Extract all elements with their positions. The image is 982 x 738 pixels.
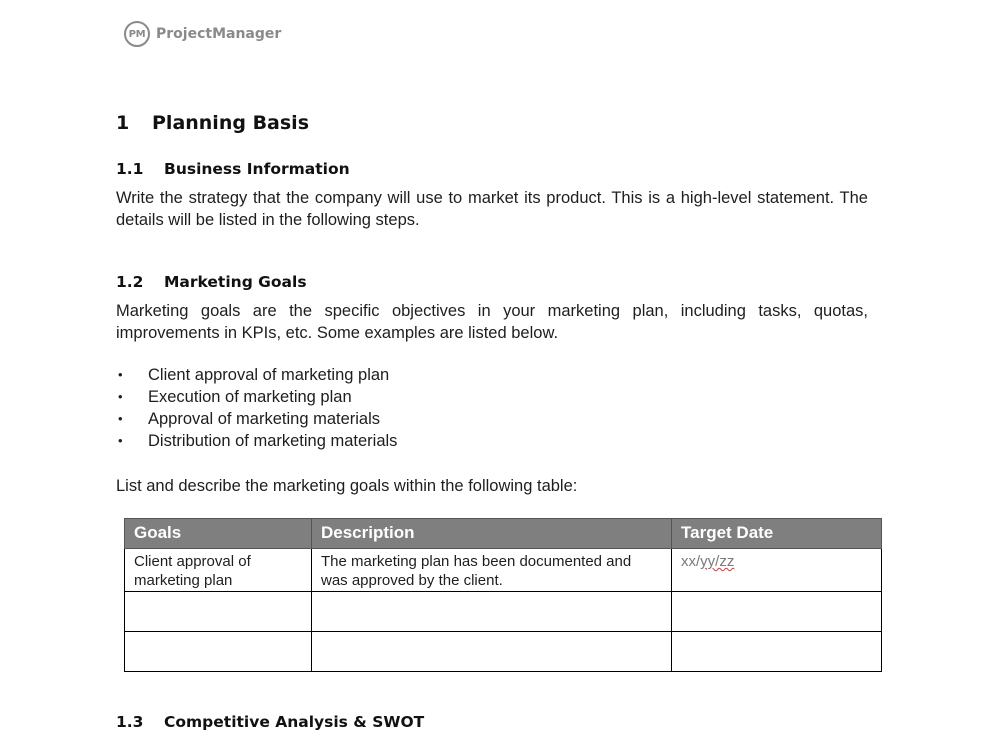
column-header-target-date: Target Date: [672, 519, 882, 549]
list-item: [116, 386, 397, 408]
description-cell[interactable]: [312, 632, 672, 672]
section-heading-planning-basis: [116, 112, 309, 134]
list-item-text: Approval of marketing materials: [148, 410, 381, 428]
bullet-icon: •: [118, 411, 123, 426]
description-cell[interactable]: [312, 592, 672, 632]
brand-logo: [124, 21, 281, 47]
list-item: [116, 430, 397, 452]
section-title: Planning Basis: [152, 112, 310, 134]
brand-name: ProjectManager: [156, 26, 282, 42]
subsection-number: 1.1: [116, 160, 144, 178]
subsection-number: 1.3: [116, 713, 144, 731]
target-date-cell[interactable]: [672, 632, 882, 672]
section-number: 1: [116, 112, 130, 134]
column-header-description: Description: [312, 519, 672, 549]
goal-cell[interactable]: Client approval of marketing plan: [125, 549, 312, 592]
goal-cell[interactable]: [125, 592, 312, 632]
subsection-title: Marketing Goals: [164, 273, 307, 291]
target-date-cell[interactable]: [672, 592, 882, 632]
marketing-goals-table: [124, 518, 882, 672]
goal-cell[interactable]: [125, 632, 312, 672]
target-date-cell[interactable]: [672, 549, 882, 592]
list-item-text: Distribution of marketing materials: [148, 432, 398, 450]
subsection-title: Competitive Analysis & SWOT: [164, 713, 425, 731]
list-item: [116, 364, 397, 386]
table-row: [125, 632, 882, 672]
bullet-icon: •: [118, 433, 123, 448]
description-cell[interactable]: The marketing plan has been documented and was approved by the client.: [312, 549, 672, 592]
table-intro-text: List and describe the marketing goals within the following table:: [116, 477, 578, 495]
bullet-icon: •: [118, 389, 123, 404]
subsection-title: Business Information: [164, 160, 350, 178]
bullet-icon: •: [118, 367, 123, 382]
marketing-goals-examples-list: [116, 364, 397, 452]
table-header-row: [125, 519, 882, 549]
subsection-heading-marketing-goals: [116, 273, 307, 291]
pm-logo-icon: PM: [124, 21, 150, 47]
table-row: [125, 592, 882, 632]
list-item-text: Execution of marketing plan: [148, 388, 352, 406]
list-item-text: Client approval of marketing plan: [148, 366, 390, 384]
marketing-goals-paragraph: Marketing goals are the specific objectives in your marketing plan, including tasks, quotas, improvements in KPIs, etc. Some examples are listed below.: [116, 302, 868, 342]
spellcheck-flagged-text: yy/zz: [700, 553, 735, 570]
subsection-heading-business-information: [116, 160, 350, 178]
date-text: xx/: [681, 553, 701, 570]
business-information-paragraph: Write the strategy that the company will use to market its product. This is a high-level statement. The details will be listed in the following steps.: [116, 189, 868, 229]
subsection-heading-competitive-analysis: [116, 713, 424, 731]
table-row: [125, 549, 882, 592]
list-item: [116, 408, 397, 430]
column-header-goals: Goals: [125, 519, 312, 549]
subsection-number: 1.2: [116, 273, 144, 291]
